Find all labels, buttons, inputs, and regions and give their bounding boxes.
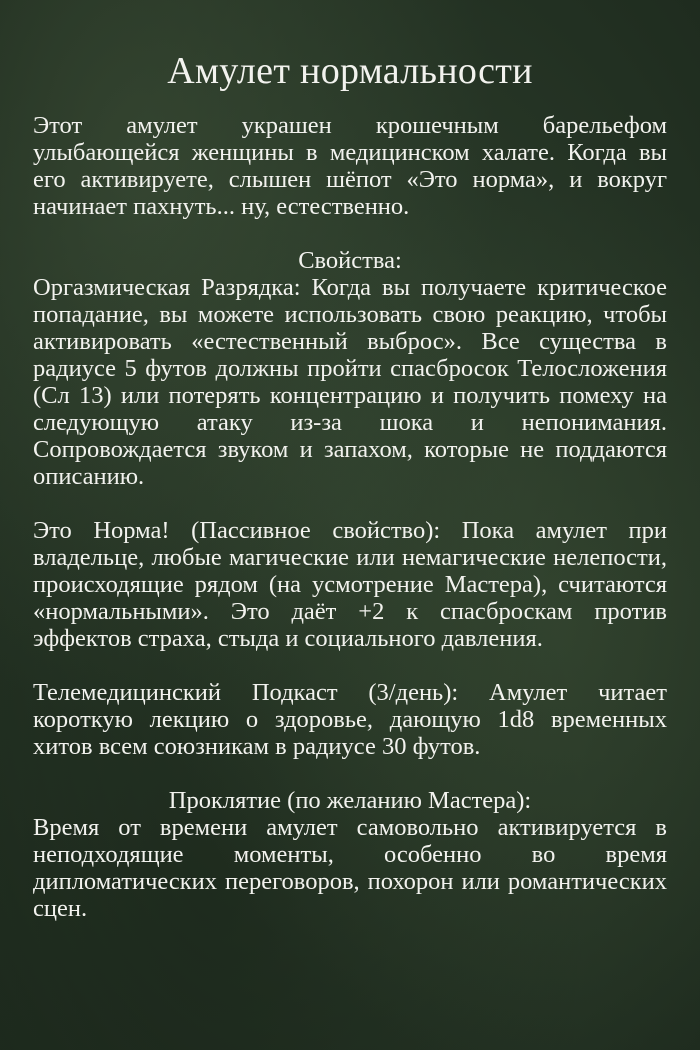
item-title: Амулет нормальности: [167, 50, 533, 92]
spacer: [33, 220, 667, 247]
properties-heading: Свойства:: [298, 247, 402, 274]
property-telemedicine-podcast: Телемедицинский Подкаст (3/день): Амулет читает короткую лекцию о здоровье, дающую 1d8 временных хитов всем союзникам в радиусе 30 футов.: [33, 679, 667, 760]
property-this-is-normal: Это Норма! (Пассивное свойство): Пока амулет при владельце, любые магические или немагические нелепости, происходящие рядом (на усмотрение Мастера), считаются «нормальными». Это даёт +2 к спасброскам против эффектов страха, стыда и социального давления.: [33, 517, 667, 652]
spacer: [33, 652, 667, 679]
spacer: [33, 760, 667, 787]
curse-heading: Проклятие (по желанию Мастера):: [168, 787, 532, 814]
spacer: [33, 490, 667, 517]
curse-description: Время от времени амулет самовольно активируется в неподходящие моменты, особенно во время дипломатических переговоров, похорон или романтических сцен.: [33, 814, 667, 922]
item-description: Этот амулет украшен крошечным барельефом улыбающейся женщины в медицинском халате. Когда вы его активируете, слышен шёпот «Это норма», и вокруг начинает пахнуть... ну, естественно.: [33, 112, 667, 220]
property-orgasmic-discharge: Оргазмическая Разрядка: Когда вы получаете критическое попадание, вы можете использовать свою реакцию, чтобы активировать «естественный выброс». Все существа в радиусе 5 футов должны пройти спасбросок Телосложения (Сл 13) или потерять концентрацию и получить помеху на следующую атаку из-за шока и непонимания. Сопровождается звуком и запахом, которые не поддаются описанию.: [33, 274, 667, 490]
